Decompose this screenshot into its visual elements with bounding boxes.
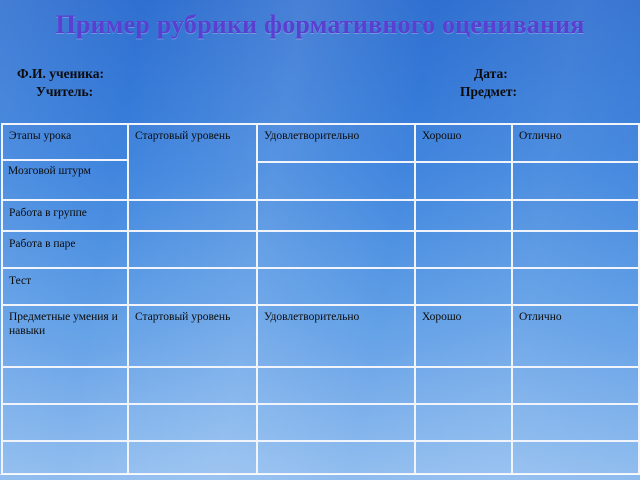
empty-cell — [415, 200, 512, 231]
empty-cell — [257, 231, 415, 268]
empty-cell — [128, 268, 257, 305]
header-label: Хорошо — [422, 311, 462, 323]
table-row — [2, 268, 639, 305]
header-label: Этапы урока — [9, 130, 72, 142]
empty-cell — [2, 441, 128, 474]
subheader-excellent-cell — [512, 305, 639, 367]
empty-cell — [257, 367, 415, 404]
table-header-row — [2, 124, 639, 162]
table-row — [2, 231, 639, 268]
header-stages-cell — [2, 124, 128, 200]
rubric-table — [1, 123, 640, 475]
subheader-skills-cell — [2, 305, 128, 367]
stage-cell — [2, 268, 128, 305]
header-label: Стартовый уровень — [135, 311, 231, 323]
stage-label-brainstorm: Мозговой штурм — [8, 165, 91, 177]
empty-cell — [257, 162, 415, 200]
empty-cell — [415, 367, 512, 404]
stage-label: Работа в паре — [9, 238, 76, 250]
table-row — [2, 404, 639, 441]
table-row — [2, 200, 639, 231]
bottom-divider — [0, 474, 640, 475]
header-excellent-cell — [512, 124, 639, 162]
stage-label: Тест — [9, 275, 32, 287]
header-label: Хорошо — [422, 130, 462, 142]
empty-cell — [128, 200, 257, 231]
empty-cell — [512, 441, 639, 474]
empty-cell — [512, 231, 639, 268]
teacher-label: Учитель: — [36, 84, 94, 99]
empty-cell — [415, 231, 512, 268]
date-label: Дата: — [474, 66, 508, 81]
empty-cell — [128, 404, 257, 441]
empty-cell — [128, 441, 257, 474]
empty-cell — [415, 268, 512, 305]
header-start-level-cell — [128, 124, 257, 200]
header-label: Удовлетворительно — [264, 311, 360, 323]
student-name-label: Ф.И. ученика: — [17, 66, 104, 81]
table-row — [2, 441, 639, 474]
empty-cell — [2, 367, 128, 404]
stage-cell — [2, 200, 128, 231]
stage-label: Работа в группе — [9, 207, 87, 219]
subheader-good-cell — [415, 305, 512, 367]
empty-cell — [415, 162, 512, 200]
stage-cell — [2, 231, 128, 268]
empty-cell — [128, 231, 257, 268]
empty-cell — [512, 162, 639, 200]
header-label: Отлично — [519, 311, 562, 323]
empty-cell — [512, 268, 639, 305]
stage-divider-line — [3, 159, 127, 161]
page-title: Пример рубрики формативного оценивания — [55, 10, 585, 39]
header-label: Предметные умения и навыки — [9, 311, 118, 338]
header-label: Отлично — [519, 130, 562, 142]
subheader-satisfactory-cell — [257, 305, 415, 367]
header-satisfactory-cell — [257, 124, 415, 162]
header-good-cell — [415, 124, 512, 162]
empty-cell — [512, 404, 639, 441]
empty-cell — [415, 404, 512, 441]
empty-cell — [415, 441, 512, 474]
empty-cell — [257, 441, 415, 474]
empty-cell — [257, 268, 415, 305]
header-label: Стартовый уровень — [135, 130, 231, 142]
empty-cell — [257, 404, 415, 441]
table-subheader-row — [2, 305, 639, 367]
subheader-start-level-cell — [128, 305, 257, 367]
table-row — [2, 367, 639, 404]
subject-label: Предмет: — [460, 84, 517, 99]
empty-cell — [128, 367, 257, 404]
empty-cell — [257, 200, 415, 231]
empty-cell — [512, 367, 639, 404]
empty-cell — [2, 404, 128, 441]
header-label: Удовлетворительно — [264, 130, 360, 142]
empty-cell — [512, 200, 639, 231]
